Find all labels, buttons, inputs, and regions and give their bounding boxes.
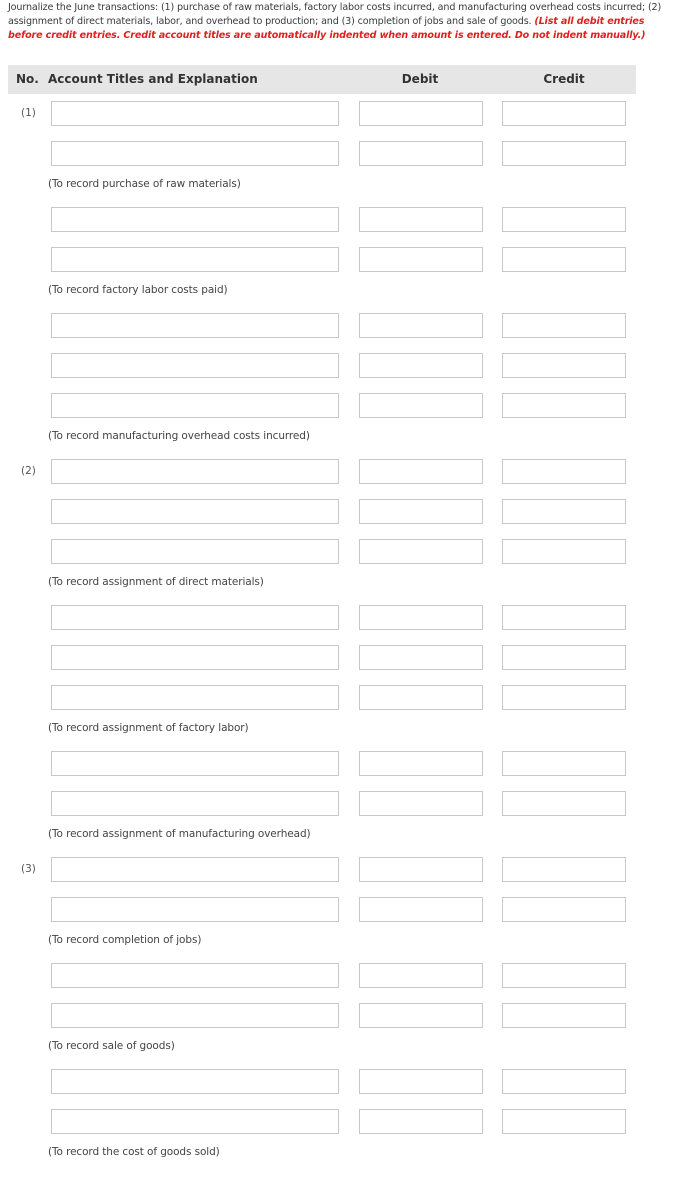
- account-title-input[interactable]: [51, 313, 339, 338]
- debit-amount-input[interactable]: [359, 1003, 483, 1028]
- entry-number: (1): [21, 107, 36, 119]
- credit-amount-input[interactable]: [502, 897, 626, 922]
- debit-amount-input[interactable]: [359, 207, 483, 232]
- debit-amount-input[interactable]: [359, 1069, 483, 1094]
- account-title-input[interactable]: [51, 897, 339, 922]
- account-title-input[interactable]: [51, 459, 339, 484]
- credit-amount-input[interactable]: [502, 313, 626, 338]
- credit-amount-input[interactable]: [502, 247, 626, 272]
- account-title-input[interactable]: [51, 791, 339, 816]
- debit-amount-input[interactable]: [359, 645, 483, 670]
- journal-table-header: [8, 65, 636, 94]
- debit-amount-input[interactable]: [359, 791, 483, 816]
- account-title-input[interactable]: [51, 393, 339, 418]
- debit-amount-input[interactable]: [359, 1109, 483, 1134]
- entry-explanation: (To record completion of jobs): [48, 934, 202, 946]
- debit-amount-input[interactable]: [359, 963, 483, 988]
- account-title-input[interactable]: [51, 963, 339, 988]
- header-account-titles: Account Titles and Explanation: [48, 72, 258, 86]
- debit-amount-input[interactable]: [359, 459, 483, 484]
- entry-explanation: (To record manufacturing overhead costs incurred): [48, 430, 310, 442]
- debit-amount-input[interactable]: [359, 539, 483, 564]
- entry-explanation: (To record sale of goods): [48, 1040, 175, 1052]
- entry-number: (3): [21, 863, 36, 875]
- account-title-input[interactable]: [51, 751, 339, 776]
- account-title-input[interactable]: [51, 1069, 339, 1094]
- debit-amount-input[interactable]: [359, 897, 483, 922]
- credit-amount-input[interactable]: [502, 353, 626, 378]
- debit-amount-input[interactable]: [359, 393, 483, 418]
- instructions-note: (List all debit entries before credit entries. Credit account titles are automatically indented when amount is entered. Do not indent manually.): [8, 16, 646, 41]
- credit-amount-input[interactable]: [502, 393, 626, 418]
- debit-amount-input[interactable]: [359, 857, 483, 882]
- debit-amount-input[interactable]: [359, 247, 483, 272]
- debit-amount-input[interactable]: [359, 141, 483, 166]
- account-title-input[interactable]: [51, 857, 339, 882]
- credit-amount-input[interactable]: [502, 685, 626, 710]
- debit-amount-input[interactable]: [359, 499, 483, 524]
- credit-amount-input[interactable]: [502, 791, 626, 816]
- debit-amount-input[interactable]: [359, 353, 483, 378]
- account-title-input[interactable]: [51, 1109, 339, 1134]
- account-title-input[interactable]: [51, 605, 339, 630]
- entry-explanation: (To record the cost of goods sold): [48, 1146, 220, 1158]
- header-no: No.: [16, 72, 39, 86]
- credit-amount-input[interactable]: [502, 963, 626, 988]
- instructions-text: Journalize the June transactions: (1) purchase of raw materials, factory labor costs incurred, and manufacturing overhead costs incurred; (2) assignment of direct materials, labor, and overhead to production; and (3) completion of jobs and sale of goods.: [8, 2, 662, 27]
- entry-number: (2): [21, 465, 36, 477]
- entry-explanation: (To record purchase of raw materials): [48, 178, 241, 190]
- account-title-input[interactable]: [51, 353, 339, 378]
- entry-explanation: (To record assignment of factory labor): [48, 722, 249, 734]
- credit-amount-input[interactable]: [502, 857, 626, 882]
- debit-amount-input[interactable]: [359, 313, 483, 338]
- credit-amount-input[interactable]: [502, 499, 626, 524]
- credit-amount-input[interactable]: [502, 1003, 626, 1028]
- account-title-input[interactable]: [51, 685, 339, 710]
- account-title-input[interactable]: [51, 645, 339, 670]
- credit-amount-input[interactable]: [502, 605, 626, 630]
- entry-explanation: (To record assignment of direct materials): [48, 576, 264, 588]
- debit-amount-input[interactable]: [359, 101, 483, 126]
- instructions: [8, 1, 670, 43]
- debit-amount-input[interactable]: [359, 605, 483, 630]
- credit-amount-input[interactable]: [502, 1109, 626, 1134]
- header-debit: Debit: [401, 72, 439, 86]
- account-title-input[interactable]: [51, 1003, 339, 1028]
- credit-amount-input[interactable]: [502, 207, 626, 232]
- account-title-input[interactable]: [51, 101, 339, 126]
- credit-amount-input[interactable]: [502, 645, 626, 670]
- credit-amount-input[interactable]: [502, 459, 626, 484]
- account-title-input[interactable]: [51, 499, 339, 524]
- credit-amount-input[interactable]: [502, 101, 626, 126]
- credit-amount-input[interactable]: [502, 1069, 626, 1094]
- debit-amount-input[interactable]: [359, 685, 483, 710]
- credit-amount-input[interactable]: [502, 539, 626, 564]
- entry-explanation: (To record assignment of manufacturing overhead): [48, 828, 311, 840]
- credit-amount-input[interactable]: [502, 751, 626, 776]
- account-title-input[interactable]: [51, 207, 339, 232]
- account-title-input[interactable]: [51, 539, 339, 564]
- debit-amount-input[interactable]: [359, 751, 483, 776]
- entry-explanation: (To record factory labor costs paid): [48, 284, 228, 296]
- account-title-input[interactable]: [51, 247, 339, 272]
- account-title-input[interactable]: [51, 141, 339, 166]
- header-credit: Credit: [543, 72, 585, 86]
- credit-amount-input[interactable]: [502, 141, 626, 166]
